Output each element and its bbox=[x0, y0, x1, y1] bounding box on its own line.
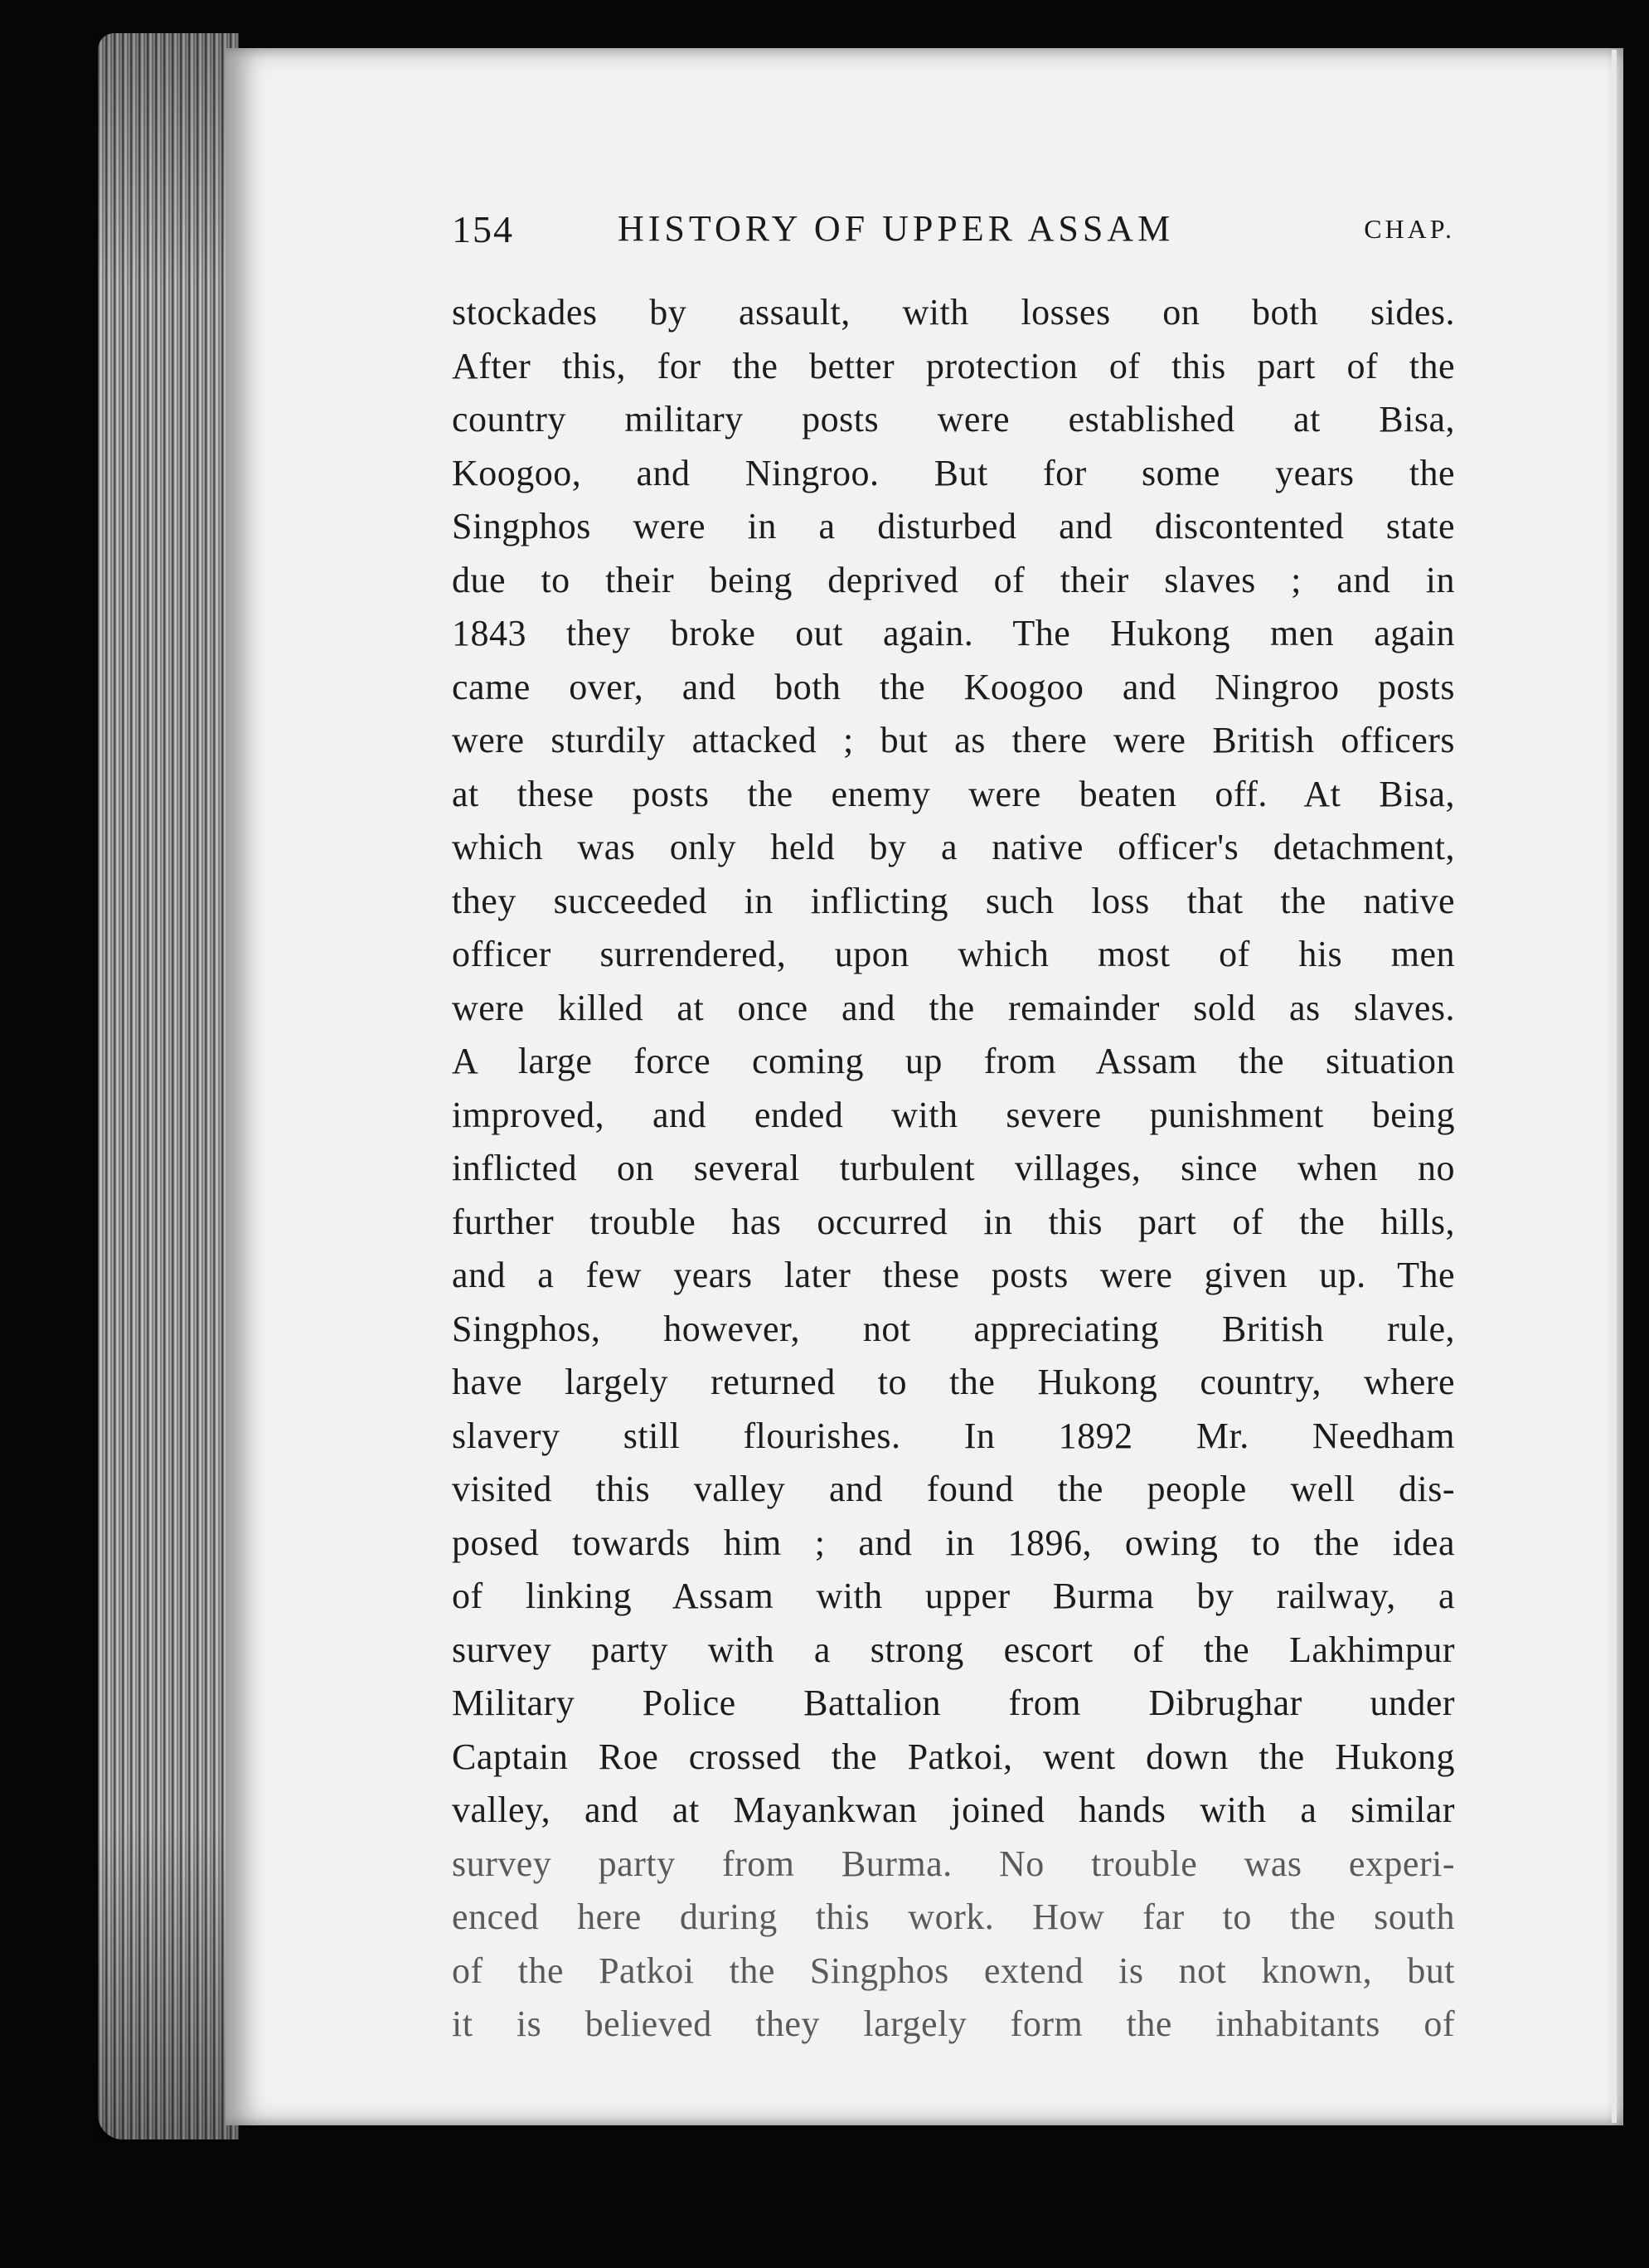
text-line: further trouble has occurred in this part of the hills, bbox=[452, 1201, 1455, 1242]
chapter-mark: CHAP. bbox=[1364, 214, 1455, 244]
text-line: survey party with a strong escort of the Lakhimpur bbox=[452, 1629, 1455, 1670]
text-line: enced here during this work. How far to the south bbox=[452, 1896, 1455, 1937]
text-line: Koogoo, and Ningroo. But for some years the bbox=[452, 452, 1455, 493]
text-line: posed towards him ; and in 1896, owing to the idea bbox=[452, 1522, 1455, 1563]
text-line: valley, and at Mayankwan joined hands with a similar bbox=[452, 1790, 1455, 1830]
text-line: came over, and both the Koogoo and Ningroo posts bbox=[452, 666, 1455, 707]
text-line: improved, and ended with severe punishment being bbox=[452, 1094, 1455, 1135]
text-line: After this, for the better protection of this part of the bbox=[452, 345, 1455, 386]
text-line: Captain Roe crossed the Patkoi, went down the Hukong bbox=[452, 1736, 1455, 1777]
running-title: HISTORY OF UPPER ASSAM bbox=[618, 208, 1175, 249]
page-number: 154 bbox=[452, 208, 514, 250]
text-line: were sturdily attacked ; but as there were British officers bbox=[452, 720, 1455, 760]
text-line: Singphos were in a disturbed and discontented state bbox=[452, 506, 1455, 546]
text-line: A large force coming up from Assam the situation bbox=[452, 1041, 1455, 1081]
body-text bbox=[452, 286, 1455, 2052]
text-line: were killed at once and the remainder sold as slaves. bbox=[452, 987, 1455, 1028]
text-line: which was only held by a native officer's detachment, bbox=[452, 827, 1455, 867]
text-line: it is believed they largely form the inhabitants of bbox=[452, 2003, 1455, 2044]
text-line: and a few years later these posts were given up. The bbox=[452, 1255, 1455, 1295]
text-line: due to their being deprived of their slaves ; and in bbox=[452, 559, 1455, 600]
text-line: inflicted on several turbulent villages, since when no bbox=[452, 1148, 1455, 1188]
text-line: have largely returned to the Hukong country, where bbox=[452, 1362, 1455, 1402]
text-line: they succeeded in inflicting such loss that the native bbox=[452, 880, 1455, 921]
right-page-border bbox=[1612, 50, 1617, 2123]
text-line: country military posts were established at Bisa, bbox=[452, 399, 1455, 440]
page-header bbox=[452, 207, 1455, 257]
text-line: Military Police Battalion from Dibrughar under bbox=[452, 1683, 1455, 1723]
book-page-edges bbox=[98, 33, 239, 2139]
text-line: of the Patkoi the Singphos extend is not known, but bbox=[452, 1950, 1455, 1991]
text-line: survey party from Burma. No trouble was experi- bbox=[452, 1843, 1455, 1884]
text-line: of linking Assam with upper Burma by railway, a bbox=[452, 1576, 1455, 1616]
text-line: at these posts the enemy were beaten off. At Bisa, bbox=[452, 773, 1455, 814]
text-line: officer surrendered, upon which most of his men bbox=[452, 934, 1455, 974]
text-line: slavery still flourishes. In 1892 Mr. Needham bbox=[452, 1415, 1455, 1456]
text-line: visited this valley and found the people well dis- bbox=[452, 1469, 1455, 1509]
text-line: Singphos, however, not appreciating British rule, bbox=[452, 1308, 1455, 1349]
text-line: stockades by assault, with losses on both sides. bbox=[452, 292, 1455, 333]
text-line: 1843 they broke out again. The Hukong men again bbox=[452, 613, 1455, 653]
